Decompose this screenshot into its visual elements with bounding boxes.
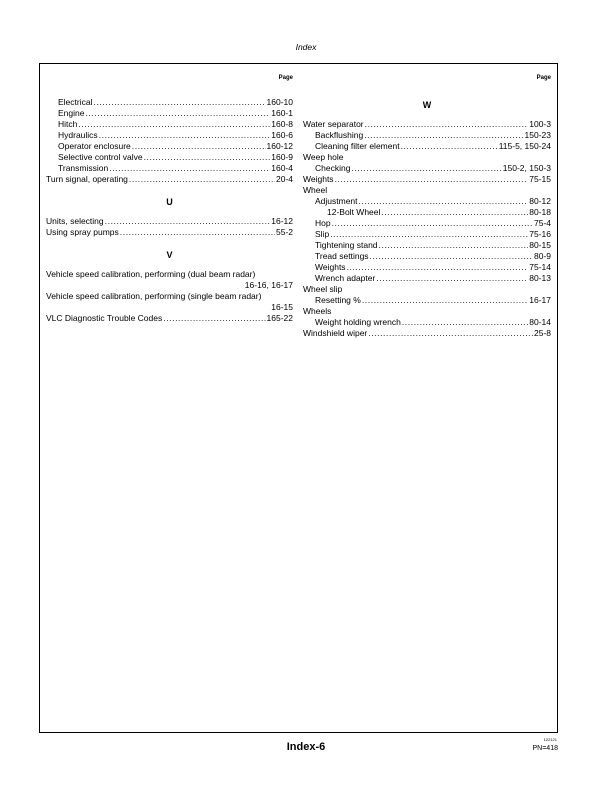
index-entry: Weights ..... 75-14: [303, 262, 551, 273]
footer-pn: PN=418: [532, 745, 558, 752]
index-entry: 12-Bolt Wheel ..... 80-18: [303, 207, 551, 218]
index-entry: Engine ..... 160-1: [46, 108, 293, 119]
index-entry: Slip ..... 75-16: [303, 229, 551, 240]
index-entry: Hitch ..... 160-8: [46, 119, 293, 130]
page-number-title: Index-6: [286, 741, 326, 753]
index-entry: Weight holding wrench ..... 80-14: [303, 317, 551, 328]
index-entry: Adjustment ..... 80-12: [303, 196, 551, 207]
index-entry-page: 16-16, 16-17: [244, 280, 293, 290]
index-entry: Windshield wiper ..... 25-8: [303, 328, 551, 339]
index-column-right: [303, 73, 551, 339]
section-letter-v: V: [166, 250, 173, 260]
index-entry-page: 16-15: [271, 302, 293, 312]
index-entry: Water separator ..... 100-3: [303, 119, 551, 130]
running-header: Index: [295, 42, 317, 52]
index-entry: Using spray pumps ..... 55-2: [46, 227, 293, 238]
index-entry: Weights ..... 75-15: [303, 174, 551, 185]
index-entry: Wrench adapter ..... 80-13: [303, 273, 551, 284]
index-entry: VLC Diagnostic Trouble Codes ..... 165-22: [46, 313, 293, 324]
index-entry-heading: Wheel: [303, 185, 328, 195]
index-entry: Electrical ..... 160-10: [46, 97, 293, 108]
index-entry-heading: Wheel slip: [303, 284, 343, 294]
index-entry: Transmission ..... 160-4: [46, 163, 293, 174]
index-entry: Tightening stand ..... 80-15: [303, 240, 551, 251]
page-column-label: Page: [536, 75, 551, 81]
index-entry: Resetting % ..... 16-17: [303, 295, 551, 306]
index-entry-heading: Weep hole: [303, 152, 344, 162]
index-entry: Selective control valve ..... 160-9: [46, 152, 293, 163]
index-entry: Tread settings ..... 80-9: [303, 251, 551, 262]
page-column-label: Page: [278, 75, 293, 81]
index-entry-heading: Wheels: [303, 306, 332, 316]
index-entry: Hydraulics ..... 160-6: [46, 130, 293, 141]
index-entry-text: Vehicle speed calibration, performing (dual beam radar): [46, 269, 256, 279]
index-entry: Units, selecting ..... 16-12: [46, 216, 293, 227]
section-letter-u: U: [166, 197, 173, 207]
index-entry-text: Vehicle speed calibration, performing (single beam radar): [46, 291, 262, 301]
index-entry: Operator enclosure ..... 160-12: [46, 141, 293, 152]
index-column-left: [46, 73, 293, 324]
index-entry: Backflushing ..... 150-23: [303, 130, 551, 141]
section-letter-w: W: [422, 100, 432, 110]
footer-code: 122121: [543, 737, 557, 742]
index-entry: Hop ..... 75-4: [303, 218, 551, 229]
index-entry: Checking ..... 150-2, 150-3: [303, 163, 551, 174]
index-entry: Cleaning filter element ..... 115-5, 150-24: [303, 141, 551, 152]
index-entry: Turn signal, operating ..... 20-4: [46, 174, 293, 185]
